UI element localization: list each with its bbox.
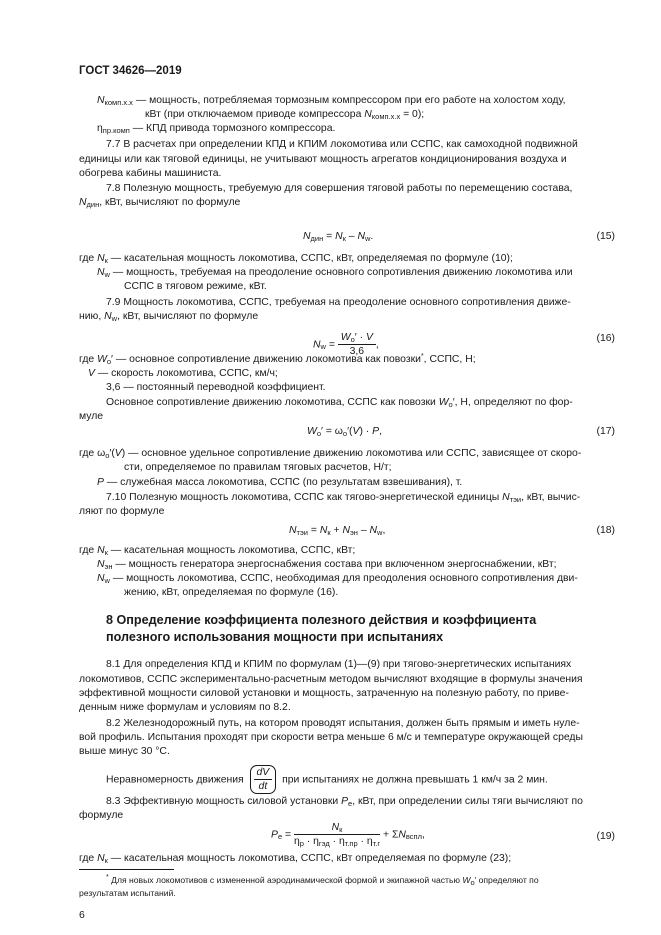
section-8-heading: 8 Определение коэффициента полезного действия и коэффициента bbox=[106, 613, 537, 627]
para-basic-resistance: Основное сопротивление движению локомотива, ССПС как повозки Wо′, Н, определяют по фор- bbox=[106, 397, 573, 409]
where-18-nk: где Nк — касательная мощность локомотива, ССПС, кВт; bbox=[79, 545, 356, 557]
footnote: * Для новых локомотивов с измененной аэродинамической формой и экипажной частью Wо′ определяют по bbox=[106, 874, 539, 887]
def-eta-komp: ηпр.комп — КПД привода тормозного компрессора. bbox=[97, 123, 336, 135]
eq-number-19: (19) bbox=[596, 831, 615, 842]
formula-15: Nдин = Nк – Nw. bbox=[303, 231, 374, 243]
para-8-1: 8.1 Для определения КПД и КПИМ по формулам (1)—(9) при тягово-энергетических испытаниях bbox=[106, 659, 572, 670]
page-number: 6 bbox=[79, 910, 85, 921]
footnote-rule bbox=[79, 869, 174, 870]
para-7-9-line2: нию, Nw, кВт, вычисляют по формуле bbox=[79, 311, 259, 323]
para-8-1-line4: денным ниже формулам и условиям по 8.2. bbox=[79, 702, 291, 713]
eq-number-15: (15) bbox=[596, 231, 615, 242]
where-16-const: 3,6 — постоянный переводной коэффициент. bbox=[106, 382, 326, 393]
formula-19: Pе = $\frac{Nк}{\text{ηр · ηгэд · ηт.пр · ηт.г}}$ + ΣNвспл, bbox=[271, 822, 425, 848]
para-8-1-line2: локомотивов, ССПС экспериментально-расчетным методом вычисляют входящие в формулы значения bbox=[79, 674, 583, 685]
para-8-3-line2: формуле bbox=[79, 810, 124, 821]
para-8-2-unevenness: Неравномерность движения $\frac{dV}{dt}$ при испытаниях не должна превышать 1 км/ч за 2 мин. bbox=[106, 767, 548, 792]
def-n-komp-cont: кВт (при отключаемом приводе компрессора Nкомп.х.х = 0); bbox=[145, 109, 425, 121]
where-16-wo: где Wо′ — основное сопротивление движению локомотива как повозки*, ССПС, Н; bbox=[79, 353, 476, 366]
where-15-nk: где Nк — касательная мощность локомотива, ССПС, кВт, определяемая по формуле (10); bbox=[79, 253, 513, 265]
para-7-8-line2: Nдин, кВт, вычисляют по формуле bbox=[79, 197, 241, 209]
para-7-10-line2: ляют по формуле bbox=[79, 506, 165, 517]
para-basic-resistance-cont: муле bbox=[79, 411, 104, 422]
formula-18: Nтэи = Nк + Nэн – Nw, bbox=[289, 525, 386, 537]
where-17-omega: где ωо′(V) — основное удельное сопротивление движению локомотива или ССПС, зависящее от скоро- bbox=[79, 448, 582, 460]
para-7-9: 7.9 Мощность локомотива, ССПС, требуемая на преодоление основного сопротивления движе- bbox=[106, 297, 571, 308]
eq-number-17: (17) bbox=[596, 426, 615, 437]
dv-dt-bracket: $\frac{dV}{dt}$ bbox=[250, 765, 277, 794]
where-16-v: V — скорость локомотива, ССПС, км/ч; bbox=[88, 368, 278, 379]
section-8-heading-line2: полезного использования мощности при испытаниях bbox=[106, 630, 444, 644]
eq-number-16: (16) bbox=[596, 333, 615, 344]
para-7-10: 7.10 Полезную мощность локомотива, ССПС как тягово-энергетической единицы Nтэи, кВт, вычис- bbox=[106, 492, 581, 504]
para-8-1-line3: эффективной мощности силовой установки и мощность, затраченную на полезную работу, по приве- bbox=[79, 688, 569, 699]
formula-17: Wо′ = ωо′(V) · P, bbox=[307, 426, 382, 438]
eq-number-18: (18) bbox=[596, 525, 615, 536]
para-8-2-line2: вой профиль. Испытания проходят при скорости ветра меньше 6 м/с и температуре окружающей среды bbox=[79, 732, 583, 743]
where-18-nen: Nэн — мощность генератора энергоснабжения состава при включенном энергоснабжении, кВт; bbox=[97, 559, 557, 571]
where-15-nw: Nw — мощность, требуемая на преодоление основного сопротивления движению локомотива или bbox=[97, 267, 573, 279]
def-n-komp: Nкомп.х.х — мощность, потребляемая тормозным компрессором при его работе на холостом ходу, bbox=[97, 95, 566, 107]
where-17-p: P — служебная масса локомотива, ССПС (по результатам взвешивания), т. bbox=[97, 477, 463, 488]
para-7-8: 7.8 Полезную мощность, требуемую для совершения тяговой работы по перемещению состава, bbox=[106, 183, 573, 194]
para-8-3: 8.3 Эффективную мощность силовой установки Pе, кВт, при определении силы тяги вычисляют по bbox=[106, 796, 583, 808]
where-18-nw: Nw — мощность локомотива, ССПС, необходимая для преодоления основного сопротивления дви- bbox=[97, 573, 578, 585]
para-8-2-line3: выше минус 30 °С. bbox=[79, 746, 170, 757]
where-19-nk: где Nк — касательная мощность локомотива, ССПС, кВт определяемая по формуле (23); bbox=[79, 853, 512, 865]
document-header: ГОСТ 34626—2019 bbox=[79, 65, 182, 77]
para-7-7-line2: единицы или как тяговой единицы, не учитывают мощность агрегатов кондиционирования воздуха и bbox=[79, 154, 567, 165]
para-8-2: 8.2 Железнодорожный путь, на котором проводят испытания, должен быть прямым и иметь нуле- bbox=[106, 718, 580, 729]
where-15-nw-cont: ССПС в тяговом режиме, кВт. bbox=[124, 281, 267, 292]
where-17-omega-cont: сти, определяемое по правилам тяговых расчетов, Н/т; bbox=[124, 462, 392, 473]
formula-16: Nw = $\frac{Wо' \cdot V}{3,6}$ , bbox=[313, 332, 379, 357]
para-7-7: 7.7 В расчетах при определении КПД и КПИМ локомотива или ССПС, как самоходной подвижной bbox=[106, 139, 578, 150]
para-7-7-line3: обогрева кабины машиниста. bbox=[79, 168, 222, 179]
footnote-cont: результатам испытаний. bbox=[79, 888, 176, 898]
where-18-nw-cont: жению, кВт, определяемая по формуле (16). bbox=[124, 587, 339, 598]
